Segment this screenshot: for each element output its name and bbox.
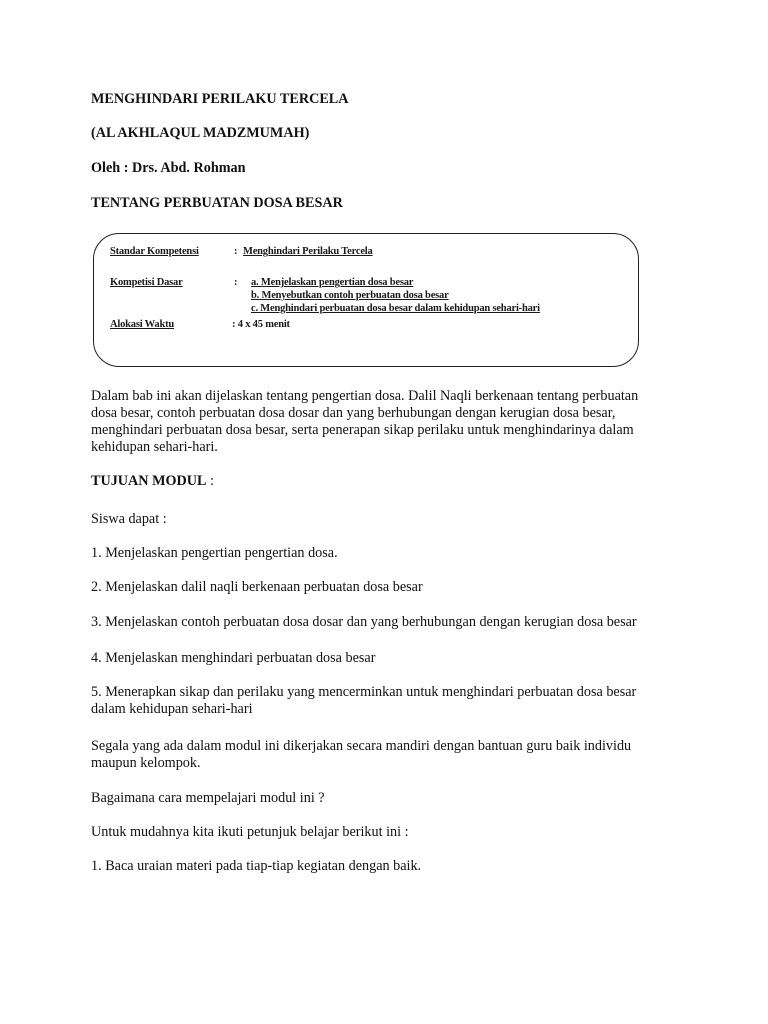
kompetensi-item-a: a. Menjelaskan pengertian dosa besar <box>251 277 414 288</box>
document-title: MENGHINDARI PERILAKU TERCELA <box>91 91 349 107</box>
goal-item-5 <box>91 684 711 718</box>
goal-item: 1. Menjelaskan pengertian pengertian dosa. <box>91 545 338 561</box>
tujuan-heading-line <box>91 473 214 490</box>
intro-line: kehidupan sehari-hari. <box>91 439 218 455</box>
mandiri-line: Segala yang ada dalam modul ini dikerjakan secara mandiri dengan bantuan guru baik individu <box>91 738 632 754</box>
intro-paragraph <box>91 388 711 456</box>
petunjuk-line: Untuk mudahnya kita ikuti petunjuk belajar berikut ini : <box>91 824 409 840</box>
siswa-dapat: Siswa dapat : <box>91 511 167 527</box>
standar-value: Menghindari Perilaku Tercela <box>243 246 373 257</box>
kompetensi-separator: : <box>234 277 238 288</box>
question-line: Bagaimana cara mempelajari modul ini ? <box>91 790 325 806</box>
mandiri-paragraph <box>91 738 711 772</box>
intro-line: menghindari perbuatan dosa besar, serta penerapan sikap perilaku untuk menghindarinya dalam <box>91 422 634 438</box>
step-item: 1. Baca uraian materi pada tiap-tiap kegiatan dengan baik. <box>91 858 422 874</box>
standar-separator: : <box>234 246 238 257</box>
alokasi-value: : 4 x 45 menit <box>232 319 290 330</box>
intro-line: Dalam bab ini akan dijelaskan tentang pengertian dosa. Dalil Naqli berkenaan tentang perbuatan <box>91 388 639 404</box>
kompetensi-item-b: b. Menyebutkan contoh perbuatan dosa besar <box>251 290 449 301</box>
author-line: Oleh : Drs. Abd. Rohman <box>91 160 246 176</box>
goal-item: 2. Menjelaskan dalil naqli berkenaan perbuatan dosa besar <box>91 579 423 595</box>
tujuan-heading: TUJUAN MODUL <box>91 473 207 489</box>
kompetensi-item-c: c. Menghindari perbuatan dosa besar dalam kehidupan sehari-hari <box>251 303 540 314</box>
alokasi-label: Alokasi Waktu <box>110 319 175 330</box>
intro-line: dosa besar, contoh perbuatan dosa dosar dan yang berhubungan dengan kerugian dosa besar, <box>91 405 616 421</box>
mandiri-line: maupun kelompok. <box>91 755 201 771</box>
goal-item: 3. Menjelaskan contoh perbuatan dosa dosar dan yang berhubungan dengan kerugian dosa besar <box>91 614 637 630</box>
standar-label: Standar Kompetensi <box>110 246 199 257</box>
goal-item: 4. Menjelaskan menghindari perbuatan dosa besar <box>91 650 376 666</box>
document-title-arabic: (AL AKHLAQUL MADZMUMAH) <box>91 125 310 141</box>
goal-5-line: 5. Menerapkan sikap dan perilaku yang mencerminkan untuk menghindari perbuatan dosa besar <box>91 684 637 700</box>
kompetensi-label: Kompetisi Dasar <box>110 277 183 288</box>
goal-5-line: dalam kehidupan sehari-hari <box>91 701 253 717</box>
tujuan-colon: : <box>206 473 214 489</box>
section-subtitle: TENTANG PERBUATAN DOSA BESAR <box>91 195 343 211</box>
